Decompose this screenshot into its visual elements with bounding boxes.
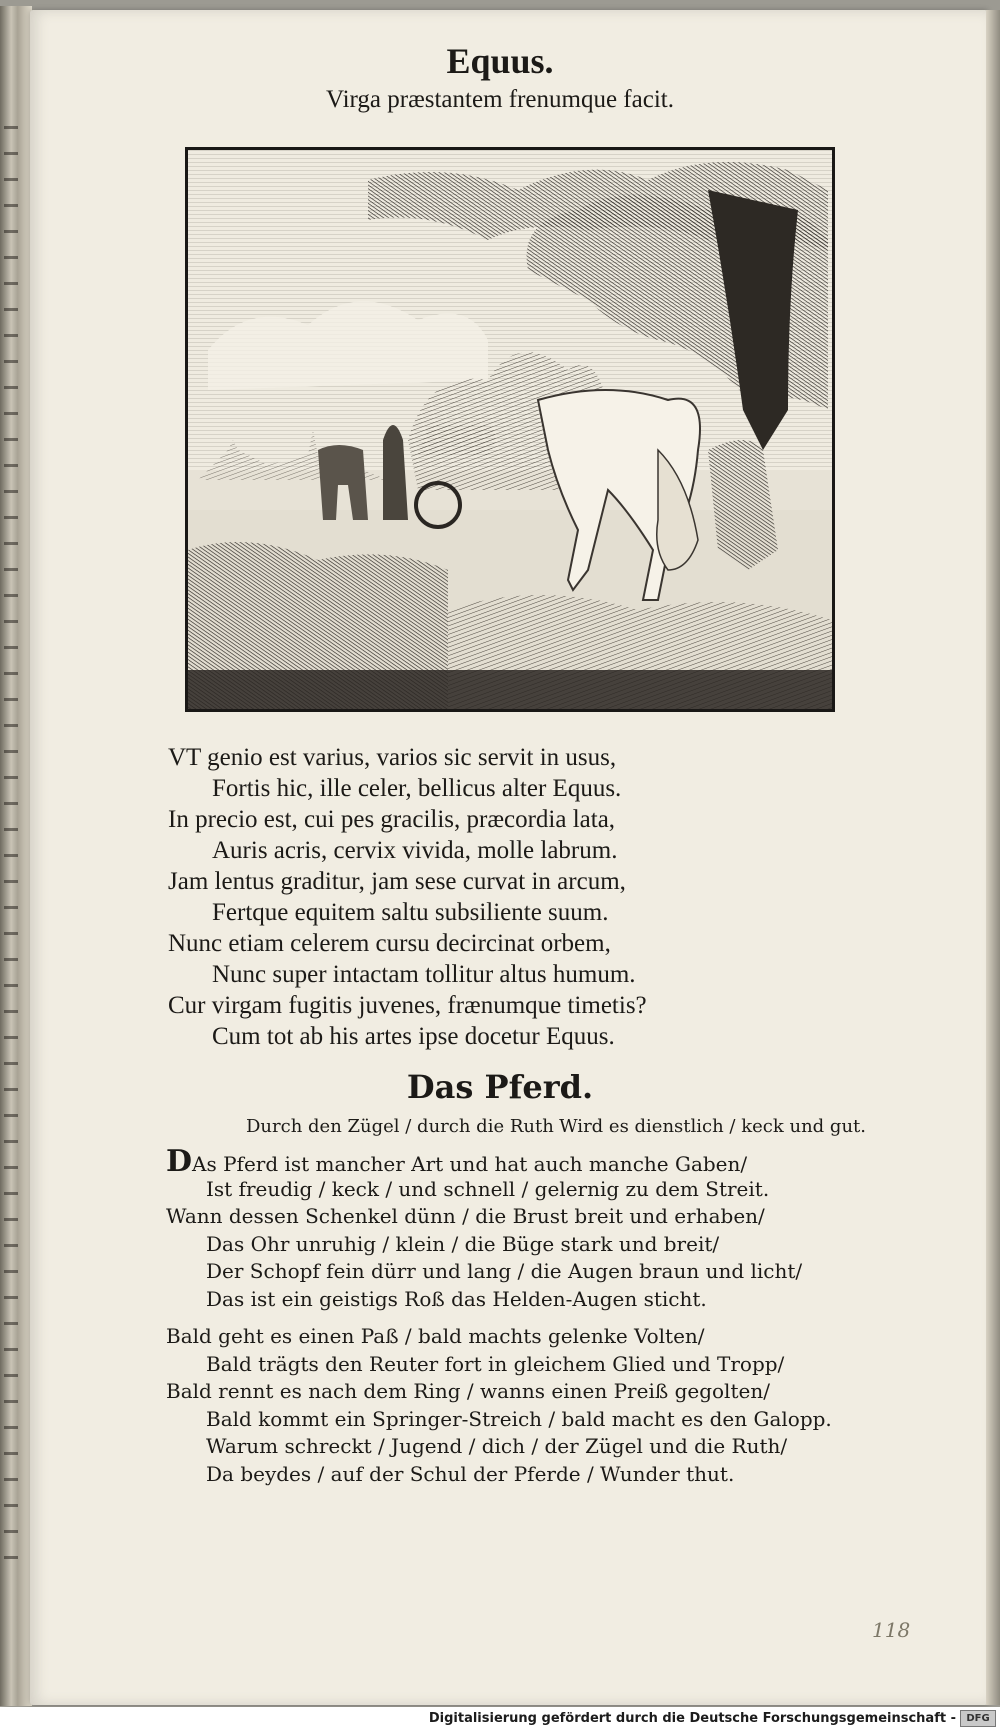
german-verse: Das Ohr unruhig / klein / die Büge stark und breit/ bbox=[206, 1231, 720, 1256]
german-verse bbox=[166, 1144, 866, 1179]
latin-verse: Fertque equitem saltu subsiliente suum. bbox=[212, 899, 609, 926]
dfg-logo-icon: DFG bbox=[960, 1710, 996, 1727]
page-number: 118 bbox=[872, 1618, 911, 1642]
german-motto bbox=[246, 1116, 866, 1137]
latin-verse: Jam lentus graditur, jam sese curvat in arcum, bbox=[168, 868, 626, 895]
engraving-horse bbox=[185, 147, 835, 712]
german-verse: Der Schopf fein dürr und lang / die Augen braun und licht/ bbox=[206, 1259, 803, 1283]
german-motto-right: Wird es dienstlich / keck und gut. bbox=[559, 1116, 866, 1137]
german-verse: Bald trägts den Reuter fort in gleichem Glied und Tropp/ bbox=[206, 1351, 785, 1376]
latin-verse: Auris acris, cervix vivida, molle labrum. bbox=[212, 837, 618, 864]
latin-verse: In precio est, cui pes gracilis, præcordia lata, bbox=[168, 806, 616, 833]
latin-verse: Nunc super intactam tollitur altus humum. bbox=[212, 961, 636, 988]
german-verse: Wann dessen Schenkel dünn / die Brust breit und erhaben/ bbox=[166, 1204, 765, 1228]
latin-title: Equus. bbox=[446, 41, 554, 81]
german-verse: Warum schreckt / Jugend / dich / der Zügel und die Ruth/ bbox=[206, 1434, 788, 1458]
page-fore-edge bbox=[986, 10, 1000, 1705]
german-verse: Bald kommt ein Springer-Streich / bald macht es den Galopp. bbox=[206, 1406, 832, 1431]
latin-verse: Cur virgam fugitis juvenes, frænumque timetis? bbox=[168, 992, 647, 1019]
german-motto-left: Durch den Zügel / durch die Ruth bbox=[246, 1116, 554, 1137]
german-verse: Bald geht es einen Paß / bald machts gelenke Volten/ bbox=[166, 1324, 705, 1348]
german-verse: Ist freudig / keck / und schnell / gelernig zu dem Streit. bbox=[206, 1176, 770, 1201]
latin-motto: Virga præstantem frenumque facit. bbox=[326, 86, 674, 113]
decorated-initial: D bbox=[166, 1144, 193, 1179]
german-title: Das Pferd. bbox=[406, 1068, 594, 1106]
german-poem bbox=[166, 1144, 866, 1488]
adjacent-page-edge bbox=[0, 6, 32, 1706]
digitization-footer bbox=[0, 1707, 1000, 1731]
german-verse: Bald rennt es nach dem Ring / wanns einen Preiß gegolten/ bbox=[166, 1379, 770, 1403]
german-verse-first: As Pferd ist mancher Art und hat auch manche Gaben/ bbox=[192, 1152, 748, 1176]
latin-verse: Fortis hic, ille celer, bellicus alter Equus. bbox=[212, 775, 622, 802]
latin-poem bbox=[168, 742, 868, 1052]
german-verse: Da beydes / auf der Schul der Pferde / Wunder thut. bbox=[206, 1461, 735, 1486]
latin-verse: VT genio est varius, varios sic servit in usus, bbox=[168, 744, 617, 771]
footer-credit: Digitalisierung gefördert durch die Deutsche Forschungsgemeinschaft - bbox=[428, 1711, 956, 1726]
engraving-illustration bbox=[188, 150, 832, 709]
german-verse: Das ist ein geistigs Roß das Helden-Augen sticht. bbox=[206, 1286, 707, 1311]
latin-verse: Nunc etiam celerem cursu decircinat orbem, bbox=[168, 930, 611, 957]
latin-verse: Cum tot ab his artes ipse docetur Equus. bbox=[212, 1023, 615, 1050]
